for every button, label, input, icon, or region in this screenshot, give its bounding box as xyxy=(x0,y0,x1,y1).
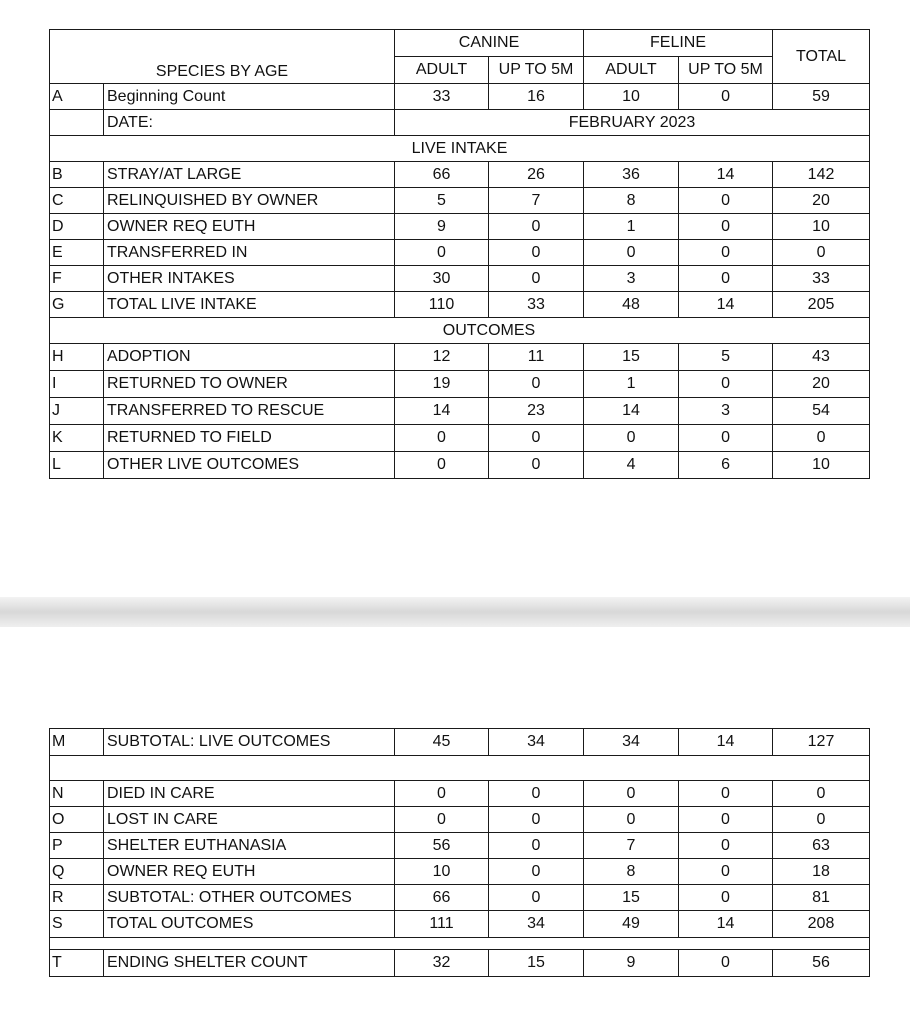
row-label: TOTAL LIVE INTAKE xyxy=(104,292,395,318)
canine-young-value: 0 xyxy=(489,452,584,479)
table-row xyxy=(50,452,870,479)
feline-adult-value: 36 xyxy=(584,162,679,188)
row-label: ENDING SHELTER COUNT xyxy=(104,950,395,977)
feline-adult-value: 34 xyxy=(584,729,679,756)
feline-adult-value: 48 xyxy=(584,292,679,318)
row-label: TRANSFERRED IN xyxy=(104,240,395,266)
row-code: T xyxy=(50,950,104,977)
row-code: H xyxy=(50,344,104,371)
canine-adult-value: 0 xyxy=(395,781,489,807)
table-row xyxy=(50,807,870,833)
feline-header: FELINE xyxy=(584,30,773,57)
canine-adult-value: 0 xyxy=(395,807,489,833)
blank-cell xyxy=(584,318,870,344)
canine-adult-value: 9 xyxy=(395,214,489,240)
feline-adult-value: 8 xyxy=(584,188,679,214)
spacer-row xyxy=(50,938,870,950)
canine-up-to-5m-header: UP TO 5M xyxy=(489,57,584,84)
canine-young-value: 0 xyxy=(489,425,584,452)
feline-young-value: 0 xyxy=(679,240,773,266)
table-row xyxy=(50,833,870,859)
date-label: DATE: xyxy=(104,110,395,136)
row-label: SUBTOTAL: LIVE OUTCOMES xyxy=(104,729,395,756)
feline-young-value: 0 xyxy=(679,214,773,240)
feline-adult-value: 49 xyxy=(584,911,679,938)
feline-young-value: 0 xyxy=(679,188,773,214)
table-row xyxy=(50,188,870,214)
blank-cell xyxy=(50,756,870,781)
canine-adult-value: 111 xyxy=(395,911,489,938)
row-code: R xyxy=(50,885,104,911)
row-code: M xyxy=(50,729,104,756)
canine-young-value: 0 xyxy=(489,781,584,807)
canine-adult-value: 19 xyxy=(395,371,489,398)
table-row xyxy=(50,398,870,425)
canine-adult-value: 66 xyxy=(395,885,489,911)
feline-adult-value: 9 xyxy=(584,950,679,977)
feline-adult-value: 8 xyxy=(584,859,679,885)
row-label: SUBTOTAL: OTHER OUTCOMES xyxy=(104,885,395,911)
beginning-count-row xyxy=(50,84,870,110)
feline-up-to-5m-header: UP TO 5M xyxy=(679,57,773,84)
feline-adult-value: 3 xyxy=(584,266,679,292)
date-value: FEBRUARY 2023 xyxy=(395,110,870,136)
total-value: 127 xyxy=(773,729,870,756)
date-row xyxy=(50,110,870,136)
row-label: ADOPTION xyxy=(104,344,395,371)
canine-adult-value: 5 xyxy=(395,188,489,214)
canine-adult-value: 14 xyxy=(395,398,489,425)
total-value: 20 xyxy=(773,188,870,214)
feline-adult-value: 14 xyxy=(584,398,679,425)
row-label: OTHER LIVE OUTCOMES xyxy=(104,452,395,479)
total-value: 0 xyxy=(773,240,870,266)
feline-young-value: 0 xyxy=(679,425,773,452)
canine-adult-value: 0 xyxy=(395,452,489,479)
canine-young-value: 0 xyxy=(489,214,584,240)
total-value: 208 xyxy=(773,911,870,938)
species-by-age-header: SPECIES BY AGE xyxy=(50,30,395,84)
canine-young-value: 0 xyxy=(489,833,584,859)
outcomes-section-header xyxy=(50,318,870,344)
feline-adult-value: 15 xyxy=(584,885,679,911)
canine-adult-value: 56 xyxy=(395,833,489,859)
canine-young-value: 16 xyxy=(489,84,584,110)
table-row xyxy=(50,266,870,292)
outcomes-title: OUTCOMES xyxy=(395,318,584,344)
shelter-stats-table-top xyxy=(49,29,870,479)
canine-adult-value: 32 xyxy=(395,950,489,977)
feline-young-value: 14 xyxy=(679,162,773,188)
feline-young-value: 0 xyxy=(679,371,773,398)
live-intake-title: LIVE INTAKE xyxy=(50,136,870,162)
row-label: TRANSFERRED TO RESCUE xyxy=(104,398,395,425)
table-row xyxy=(50,214,870,240)
total-value: 56 xyxy=(773,950,870,977)
total-value: 142 xyxy=(773,162,870,188)
canine-adult-header: ADULT xyxy=(395,57,489,84)
feline-young-value: 14 xyxy=(679,911,773,938)
total-value: 43 xyxy=(773,344,870,371)
row-code: O xyxy=(50,807,104,833)
row-code: P xyxy=(50,833,104,859)
canine-adult-value: 110 xyxy=(395,292,489,318)
row-code: J xyxy=(50,398,104,425)
table-row xyxy=(50,292,870,318)
table-row xyxy=(50,885,870,911)
row-code: G xyxy=(50,292,104,318)
total-value: 10 xyxy=(773,214,870,240)
canine-young-value: 15 xyxy=(489,950,584,977)
canine-young-value: 0 xyxy=(489,859,584,885)
row-label: OTHER INTAKES xyxy=(104,266,395,292)
feline-young-value: 0 xyxy=(679,950,773,977)
feline-adult-header: ADULT xyxy=(584,57,679,84)
canine-young-value: 34 xyxy=(489,911,584,938)
feline-young-value: 0 xyxy=(679,266,773,292)
ending-shelter-count-row xyxy=(50,950,870,977)
total-value: 20 xyxy=(773,371,870,398)
row-label: SHELTER EUTHANASIA xyxy=(104,833,395,859)
row-code: E xyxy=(50,240,104,266)
row-code: A xyxy=(50,84,104,110)
total-value: 0 xyxy=(773,425,870,452)
canine-young-value: 0 xyxy=(489,807,584,833)
total-value: 81 xyxy=(773,885,870,911)
canine-adult-value: 30 xyxy=(395,266,489,292)
row-label: DIED IN CARE xyxy=(104,781,395,807)
row-code: L xyxy=(50,452,104,479)
canine-adult-value: 10 xyxy=(395,859,489,885)
total-value: 0 xyxy=(773,781,870,807)
feline-young-value: 0 xyxy=(679,859,773,885)
canine-young-value: 11 xyxy=(489,344,584,371)
feline-young-value: 0 xyxy=(679,781,773,807)
row-code: Q xyxy=(50,859,104,885)
feline-young-value: 0 xyxy=(679,833,773,859)
row-code: D xyxy=(50,214,104,240)
shelter-stats-table-bottom xyxy=(49,728,870,977)
feline-young-value: 0 xyxy=(679,885,773,911)
spacer-row xyxy=(50,756,870,781)
canine-young-value: 0 xyxy=(489,885,584,911)
total-value: 54 xyxy=(773,398,870,425)
table-row xyxy=(50,781,870,807)
subtotal-live-outcomes-row xyxy=(50,729,870,756)
canine-young-value: 34 xyxy=(489,729,584,756)
row-label: RETURNED TO OWNER xyxy=(104,371,395,398)
row-code: B xyxy=(50,162,104,188)
table-row xyxy=(50,859,870,885)
total-header: TOTAL xyxy=(773,30,870,84)
total-value: 205 xyxy=(773,292,870,318)
canine-young-value: 0 xyxy=(489,266,584,292)
feline-adult-value: 10 xyxy=(584,84,679,110)
row-label: OWNER REQ EUTH xyxy=(104,859,395,885)
page-break-separator xyxy=(0,597,910,627)
canine-adult-value: 45 xyxy=(395,729,489,756)
row-label: OWNER REQ EUTH xyxy=(104,214,395,240)
canine-adult-value: 0 xyxy=(395,425,489,452)
row-code: S xyxy=(50,911,104,938)
row-label: TOTAL OUTCOMES xyxy=(104,911,395,938)
canine-adult-value: 12 xyxy=(395,344,489,371)
canine-adult-value: 66 xyxy=(395,162,489,188)
table-row xyxy=(50,911,870,938)
total-value: 63 xyxy=(773,833,870,859)
total-value: 59 xyxy=(773,84,870,110)
feline-young-value: 14 xyxy=(679,292,773,318)
total-value: 0 xyxy=(773,807,870,833)
blank-cell xyxy=(50,110,104,136)
feline-adult-value: 1 xyxy=(584,371,679,398)
row-code: N xyxy=(50,781,104,807)
canine-adult-value: 33 xyxy=(395,84,489,110)
canine-young-value: 7 xyxy=(489,188,584,214)
table-row xyxy=(50,425,870,452)
canine-young-value: 33 xyxy=(489,292,584,318)
table-row xyxy=(50,240,870,266)
feline-young-value: 3 xyxy=(679,398,773,425)
feline-adult-value: 15 xyxy=(584,344,679,371)
row-code: F xyxy=(50,266,104,292)
row-label: RELINQUISHED BY OWNER xyxy=(104,188,395,214)
row-label: Beginning Count xyxy=(104,84,395,110)
feline-adult-value: 0 xyxy=(584,425,679,452)
table-row xyxy=(50,371,870,398)
feline-adult-value: 4 xyxy=(584,452,679,479)
header-row-1 xyxy=(50,30,870,57)
feline-adult-value: 1 xyxy=(584,214,679,240)
canine-young-value: 26 xyxy=(489,162,584,188)
canine-young-value: 23 xyxy=(489,398,584,425)
total-value: 33 xyxy=(773,266,870,292)
row-code: C xyxy=(50,188,104,214)
feline-young-value: 6 xyxy=(679,452,773,479)
row-code: K xyxy=(50,425,104,452)
total-value: 18 xyxy=(773,859,870,885)
canine-young-value: 0 xyxy=(489,240,584,266)
total-value: 10 xyxy=(773,452,870,479)
blank-cell xyxy=(50,318,395,344)
feline-adult-value: 0 xyxy=(584,807,679,833)
feline-young-value: 14 xyxy=(679,729,773,756)
table-row xyxy=(50,344,870,371)
row-label: RETURNED TO FIELD xyxy=(104,425,395,452)
canine-adult-value: 0 xyxy=(395,240,489,266)
blank-cell xyxy=(50,938,870,950)
feline-young-value: 0 xyxy=(679,807,773,833)
feline-adult-value: 0 xyxy=(584,781,679,807)
feline-young-value: 5 xyxy=(679,344,773,371)
feline-adult-value: 0 xyxy=(584,240,679,266)
live-intake-section-header xyxy=(50,136,870,162)
feline-adult-value: 7 xyxy=(584,833,679,859)
table-row xyxy=(50,162,870,188)
row-label: LOST IN CARE xyxy=(104,807,395,833)
canine-header: CANINE xyxy=(395,30,584,57)
row-code: I xyxy=(50,371,104,398)
feline-young-value: 0 xyxy=(679,84,773,110)
canine-young-value: 0 xyxy=(489,371,584,398)
row-label: STRAY/AT LARGE xyxy=(104,162,395,188)
